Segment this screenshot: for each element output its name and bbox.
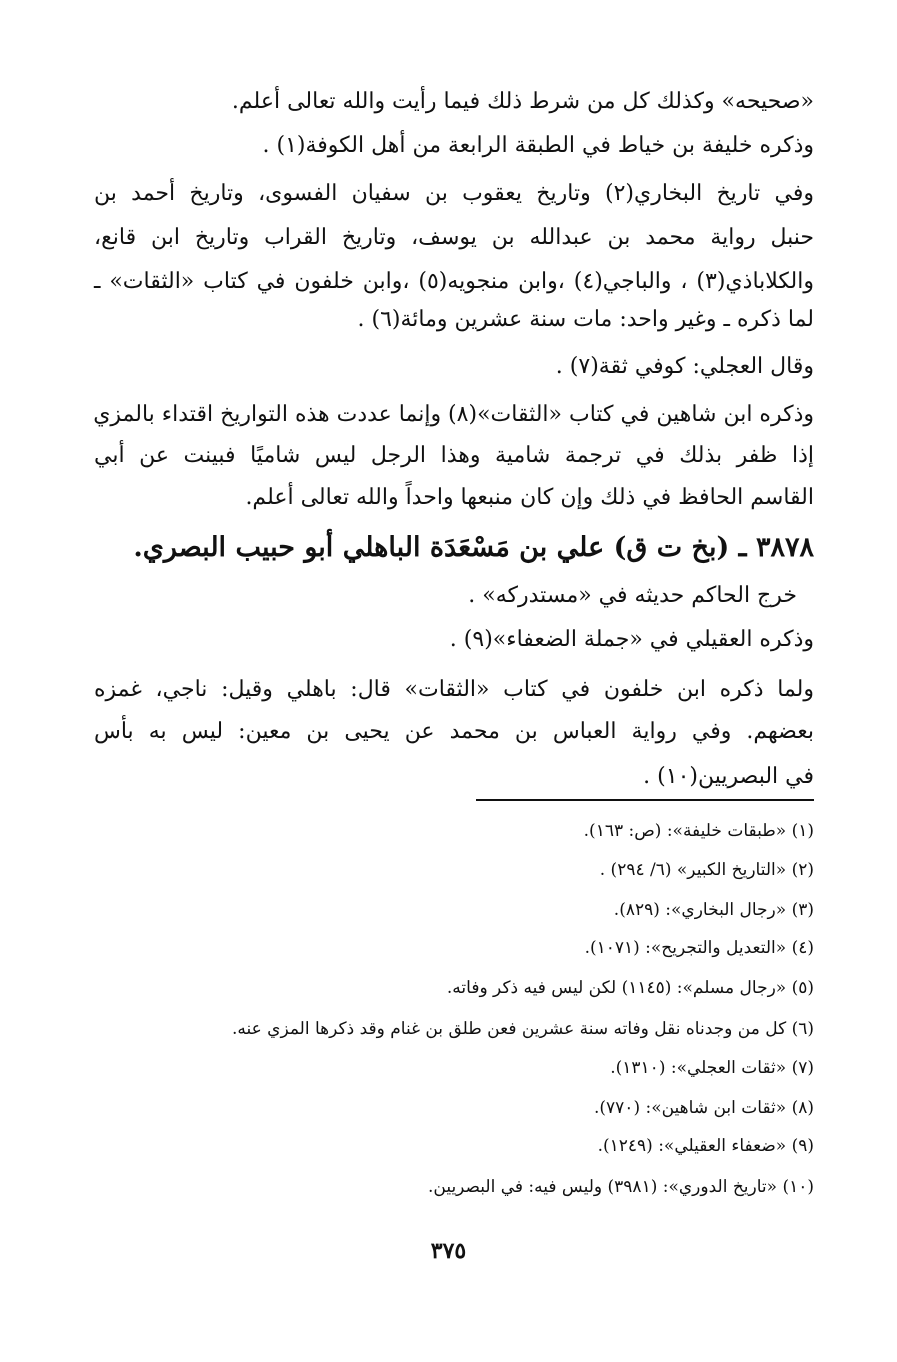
body-line: خرج الحاكم حديثه في «مستدركه» .: [468, 583, 797, 608]
body-line: وقال العجلي: كوفي ثقة(٧) .: [555, 354, 814, 379]
body-line: حنبل رواية محمد بن عبدالله بن يوسف، وتاريخ القراب وتاريخ ابن قانع،: [94, 225, 814, 250]
body-line: القاسم الحافظ في ذلك وإن كان منبعها واحداً والله تعالى أعلم.: [245, 485, 814, 510]
footnote: (٥) «رجال مسلم»: (١١٤٥) لكن ليس فيه ذكر وفاته.: [446, 978, 814, 998]
body-line: وذكره خليفة بن خياط في الطبقة الرابعة من أهل الكوفة(١) .: [262, 133, 814, 158]
footnote: (١) «طبقات خليفة»: (ص: ١٦٣).: [583, 821, 814, 841]
entry-heading: ٣٨٧٨ ـ (بخ ت ق) علي بن مَسْعَدَة الباهلي أبو حبيب البصري.: [133, 532, 814, 563]
body-line: وذكره ابن شاهين في كتاب «الثقات»(٨) وإنما عددت هذه التواريخ اقتداء بالمزي: [93, 402, 814, 427]
footnote: (١٠) «تاريخ الدوري»: (٣٩٨١) وليس فيه: في البصريين.: [427, 1177, 814, 1197]
footnote: (٨) «ثقات ابن شاهين»: (٧٧٠).: [593, 1098, 814, 1118]
body-line: في البصريين(١٠) .: [643, 764, 814, 789]
footnote: (٩) «ضعفاء العقيلي»: (١٢٤٩).: [597, 1136, 814, 1156]
body-line: ولما ذكره ابن خلفون في كتاب «الثقات» قال: باهلي وقيل: ناجي، غمزه: [94, 677, 814, 702]
footnote: (٣) «رجال البخاري»: (٨٢٩).: [613, 900, 814, 920]
body-line: إذا ظفر بذلك في ترجمة شامية وهذا الرجل ليس شاميًا فبينت عن أبي: [94, 443, 814, 468]
footnote: (٤) «التعديل والتجريح»: (١٠٧١).: [584, 938, 814, 958]
body-line: لما ذكره ـ وغير واحد: مات سنة عشرين ومائة(٦) .: [357, 307, 814, 332]
page-number: ٣٧٥: [430, 1238, 467, 1264]
body-line: وذكره العقيلي في «جملة الضعفاء»(٩) .: [449, 627, 814, 652]
body-line: وفي تاريخ البخاري(٢) وتاريخ يعقوب بن سفيان الفسوى، وتاريخ أحمد بن: [94, 181, 814, 206]
body-line: والكلاباذي(٣) ، والباجي(٤) ،وابن منجويه(٥) ،وابن خلفون في كتاب «الثقات» ـ: [94, 269, 814, 294]
body-line: بعضهم. وفي رواية العباس بن محمد عن يحيى بن معين: ليس به بأس: [94, 719, 814, 744]
footnote-separator: [476, 799, 814, 801]
body-line: «صحيحه» وكذلك كل من شرط ذلك فيما رأيت والله تعالى أعلم.: [231, 89, 814, 114]
footnote: (٢) «التاريخ الكبير» (٦/ ٢٩٤) .: [599, 860, 814, 880]
footnote: (٧) «ثقات العجلي»: (١٣١٠).: [610, 1058, 814, 1078]
footnote: (٦) كل من وجدناه نقل وفاته سنة عشرين فعن طلق بن غنام وقد ذكرها المزي عنه.: [231, 1019, 814, 1039]
